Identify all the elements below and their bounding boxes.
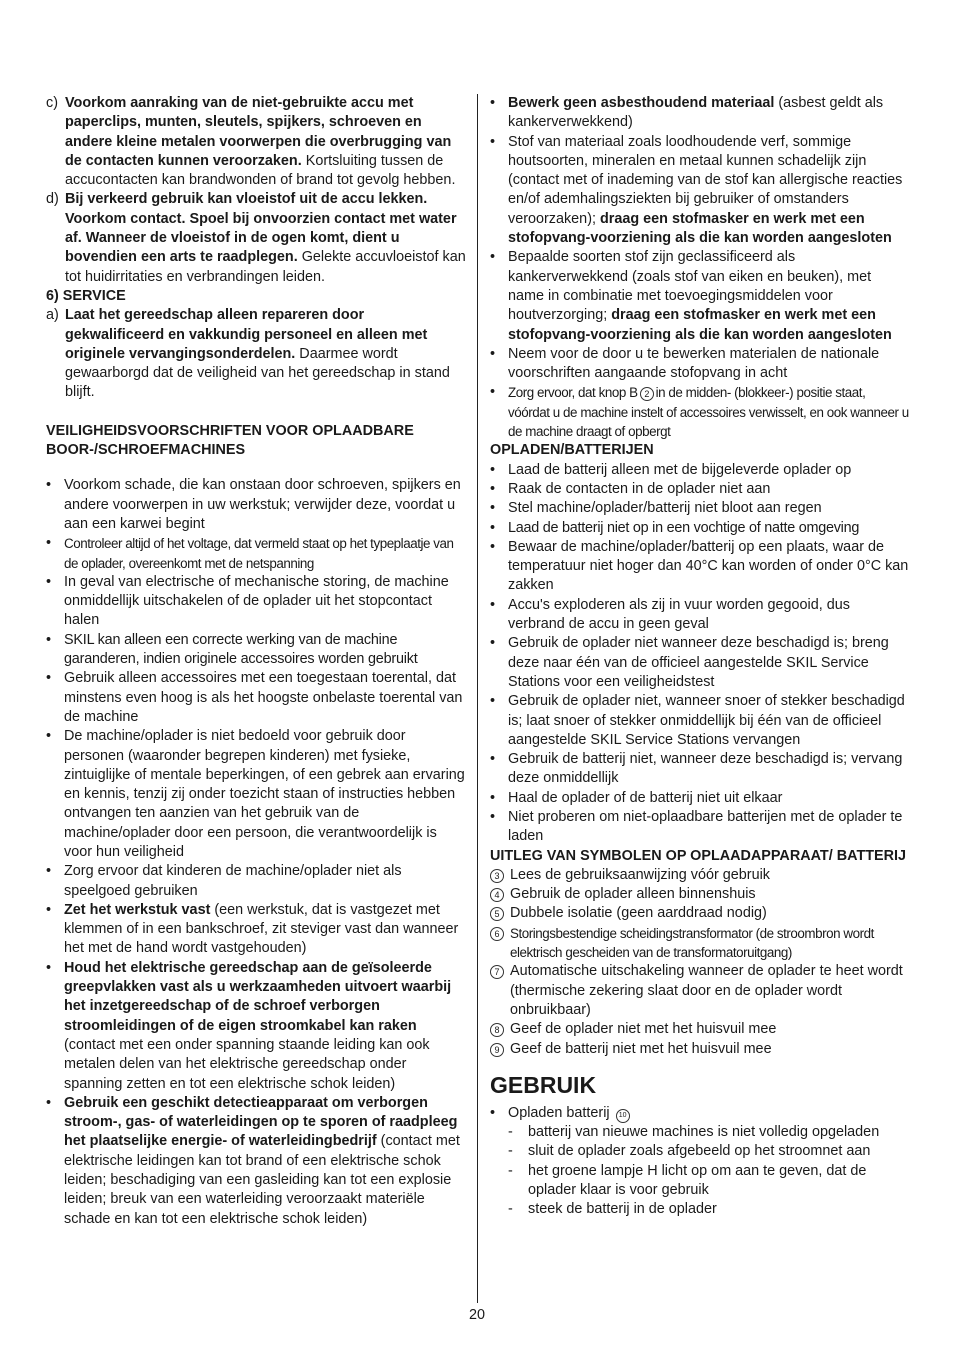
dash-text: het groene lampje H licht op om aan te geven, dat de oplader klaar is voor gebruik	[528, 1162, 867, 1199]
item-marker: a)	[46, 307, 59, 324]
list-item	[46, 631, 466, 670]
list-item	[46, 534, 466, 573]
list-item	[490, 480, 910, 499]
list-item	[46, 862, 466, 901]
list-text: Niet proberen om niet-oplaadbare batterijen met de oplader te laden	[508, 808, 903, 845]
list-text: Haal de oplader of de batterij niet uit elkaar	[508, 789, 783, 806]
bullet: •	[490, 538, 496, 555]
bullet: •	[46, 670, 52, 687]
list-text: Accu's exploderen als zij in vuur worden gegooid, dus verbrand de accu in geen geval	[508, 596, 850, 633]
list-text: Laad de batterij alleen met de bijgeleverde oplader op	[508, 461, 852, 478]
bullet: •	[490, 500, 496, 517]
dash-item	[490, 1162, 910, 1201]
item-marker: c)	[46, 95, 58, 111]
dash-item	[490, 1200, 910, 1219]
symbol-text: Automatische uitschakeling wanneer de oplader te heet wordt (thermische zekering slaat door en de oplader wordt onbruikbaar)	[510, 963, 903, 1018]
symbol-text: Storingsbestendige scheidingstransformator (de stroombron wordt elektrisch gescheiden van de transformatoruitgang)	[510, 925, 874, 961]
list-text: Opladen batterij 10	[508, 1104, 910, 1123]
bullet: •	[490, 693, 496, 710]
symbol-item	[490, 904, 910, 923]
number-6-icon: 6	[490, 927, 504, 941]
list-text: Gebruik de oplader niet wanneer deze beschadigd is; breng deze naar één van de officieel aangestelde SKIL Service Stations voor een veiligheidstest	[508, 635, 889, 690]
safety-heading: VEILIGHEIDSVOORSCHRIFTEN VOOR OPLAADBARE BOOR-/SCHROEFMACHINES	[46, 422, 414, 459]
list-text: Stel machine/oplader/batterij niet bloot aan regen	[508, 500, 822, 517]
number-7-icon: 7	[490, 965, 504, 979]
list-text: Zorg ervoor, dat knop B 2 in de midden- (blokkeer-) positie staat, vóórdat u de machine instelt of accessoires verwisselt, en ook wanneer u de machine draagt of opbergt	[508, 385, 909, 440]
dash: -	[508, 1162, 513, 1179]
number-10-icon: 10	[616, 1109, 630, 1123]
bullet: •	[46, 1094, 52, 1111]
page-number: 20	[468, 1307, 485, 1323]
list-text: Bewaar de machine/oplader/batterij op een plaats, waar de temperatuur niet hoger dan 40°C kan worden of onder 0°C kan zakken	[508, 538, 909, 594]
dash-text: batterij van nieuwe machines is niet volledig opgeladen	[528, 1124, 880, 1141]
symbol-item	[490, 1020, 910, 1039]
bullet: •	[490, 249, 496, 266]
list-text: Bewerk geen asbesthoudend materiaal (asbest geldt als kankerverwekkend)	[508, 95, 884, 131]
list-text: Zorg ervoor dat kinderen de machine/oplader niet als speelgoed gebruiken	[64, 863, 402, 899]
list-text: Raak de contacten in de oplader niet aan	[508, 480, 771, 497]
dash-item	[490, 1142, 910, 1161]
charging-heading: OPLADEN/BATTERIJEN	[490, 442, 654, 459]
list-item	[490, 499, 910, 518]
list-item	[490, 94, 910, 133]
list-item	[490, 345, 910, 384]
list-item	[46, 669, 466, 727]
number-9-icon: 9	[490, 1043, 504, 1057]
list-text: Gebruik de oplader niet, wanneer snoer of stekker beschadigd is; laat snoer of stekker onmiddellijk bij één van de officieel aangestelde SKIL Service Stations vervangen	[508, 693, 905, 748]
dash: -	[508, 1143, 513, 1160]
symbol-item	[490, 885, 910, 904]
list-text: Houd het elektrische gereedschap aan de geïsoleerde greepvlakken vast als u werkzaamheden uitvoert waarbij het inzetgereedschap of de schroef verborgen stroomleidingen of de eigen stroomkabel kan raken (contact met een onder spanning staande leiding kan ook metalen delen van het elektrische gereedschap onder spanning zetten en tot een elektrische schok leiden)	[64, 959, 452, 1092]
bullet: •	[490, 519, 496, 536]
symbol-text: Geef de batterij niet met het huisvuil mee	[510, 1040, 772, 1057]
list-item	[490, 692, 910, 750]
list-text: Gebruik de batterij niet, wanneer deze beschadigd is; vervang deze onmiddellijk	[508, 751, 903, 787]
list-text: De machine/oplader is niet bedoeld voor gebruik door personen (waaronder begrepen kinderen) met fysieke, zintuiglijke of mentale beperkingen, of een gebrek aan ervaring en kennis, tenzij zij onder toezicht staan of instructies hebben ontvangen ten aanzien van het gebruik van de machine/oplader door een persoon, die verantwoordelijk is voor hun veiligheid	[64, 728, 465, 860]
list-item	[490, 538, 910, 596]
item-a	[46, 306, 466, 402]
number-3-icon: 3	[490, 869, 504, 883]
bullet: •	[46, 573, 52, 590]
list-item	[490, 1104, 910, 1123]
bullet: •	[490, 461, 496, 478]
list-item	[490, 383, 910, 441]
right-column	[490, 94, 910, 1220]
list-item	[490, 461, 910, 480]
bullet: •	[46, 477, 52, 494]
list-item	[490, 248, 910, 344]
list-item	[46, 476, 466, 534]
list-text: SKIL kan alleen een correcte werking van de machine garanderen, indien originele accessoires worden gebruikt	[64, 631, 418, 668]
list-item	[46, 901, 466, 959]
number-5-icon: 5	[490, 907, 504, 921]
number-8-icon: 8	[490, 1023, 504, 1037]
dash-item	[490, 1123, 910, 1142]
list-item	[490, 596, 910, 635]
bullet: •	[490, 635, 496, 652]
number-2-icon: 2	[640, 387, 654, 401]
symbols-heading: UITLEG VAN SYMBOLEN OP OPLAADAPPARAAT/ BATTERIJ	[490, 847, 907, 864]
bullet: •	[490, 1104, 496, 1121]
left-column	[46, 94, 466, 1229]
dash-text: sluit de oplader zoals afgebeeld op het stroomnet aan	[528, 1143, 871, 1160]
list-text: Controleer altijd of het voltage, dat vermeld staat op het typeplaatje van de oplader, overeenkomt met de netspanning	[64, 536, 454, 571]
number-4-icon: 4	[490, 888, 504, 902]
column-divider	[477, 94, 478, 1303]
dash: -	[508, 1201, 513, 1218]
bullet: •	[490, 808, 496, 825]
service-heading: 6) SERVICE	[46, 287, 126, 304]
symbol-text: Lees de gebruiksaanwijzing vóór gebruik	[510, 866, 770, 883]
bullet: •	[490, 384, 496, 401]
list-item	[490, 808, 910, 847]
list-text: Bepaalde soorten stof zijn geclassificeerd als kankerverwekkend (zoals stof van eiken en beuken), met name in combinatie met toevoegingsmiddelen voor houtverzorging; draag een stofmasker en werk met een stofopvang-voorziening als die kan worden aangesloten	[508, 249, 892, 343]
bullet: •	[46, 863, 52, 880]
use-heading: GEBRUIK	[490, 1071, 597, 1098]
bullet: •	[46, 535, 52, 552]
symbol-text: Gebruik de oplader alleen binnenshuis	[510, 886, 756, 903]
symbol-item	[490, 924, 910, 963]
bullet: •	[490, 789, 496, 806]
symbol-text: Geef de oplader niet met het huisvuil mee	[510, 1021, 777, 1038]
bullet: •	[490, 480, 496, 497]
bullet: •	[46, 901, 52, 918]
item-marker: d)	[46, 191, 59, 208]
list-text: In geval van electrische of mechanische storing, de machine onmiddellijk uitschakelen of de oplader uit het stopcontact halen	[64, 573, 449, 629]
bullet: •	[490, 596, 496, 613]
list-item	[490, 634, 910, 692]
list-text: Voorkom schade, die kan onstaan door schroeven, spijkers en andere voorwerpen in uw werkstuk; verwijder deze, voordat u aan een karwei begint	[64, 477, 461, 532]
bullet: •	[490, 95, 496, 111]
bullet: •	[490, 751, 496, 768]
list-item	[46, 727, 466, 862]
list-item	[46, 959, 466, 1094]
list-text: Laad de batterij niet op in een vochtige of natte omgeving	[508, 519, 860, 536]
list-item	[490, 789, 910, 808]
symbol-text: Dubbele isolatie (geen aarddraad nodig)	[510, 905, 767, 922]
dash-text: steek de batterij in de oplader	[528, 1201, 717, 1218]
bullet: •	[46, 728, 52, 745]
list-item	[490, 133, 910, 249]
list-item	[490, 750, 910, 789]
list-text: Gebruik een geschikt detectieapparaat om verborgen stroom-, gas- of waterleidingen op te sporen of raadpleeg het plaatselijke energie- of waterleidingbedrijf (contact met elektrische leidingen kan tot brand of een elektrische schok leiden; beschadiging van een gasleiding kan tot een explosie leiden; breuk van een waterleiding veroorzaakt materiële schade en kan tot een elektrische schok leiden)	[64, 1094, 460, 1227]
list-text: Neem voor de door u te bewerken materialen de nationale voorschriften aangaande stofopvang in acht	[508, 345, 880, 382]
item-c	[46, 94, 466, 190]
symbol-item	[490, 1040, 910, 1059]
bullet: •	[46, 959, 52, 976]
list-item	[490, 519, 910, 538]
bullet: •	[490, 345, 496, 362]
item-text: Bij verkeerd gebruik kan vloeistof uit de accu lekken. Voorkom contact. Spoel bij onvoorzien contact met water af. Wanneer de vloeistof in de ogen komt, dient u bovendien een arts te raadplegen. Gelekte accuvloeistof kan tot huidirritaties en verbrandingen leiden.	[65, 191, 466, 285]
item-text: Voorkom aanraking van de niet-gebruikte accu met paperclips, munten, sleutels, spijkers, schroeven en andere kleine metalen voorwerpen die overbrugging van de contacten kunnen veroorzaken. Kortsluiting tussen de accucontacten kan brandwonden of brand tot gevolg hebben.	[65, 95, 456, 189]
dash: -	[508, 1124, 513, 1141]
list-text: Gebruik alleen accessoires met een toegestaan toerental, dat minstens even hoog is als het hoogste onbelaste toerental van de machine	[64, 670, 463, 725]
item-d	[46, 190, 466, 286]
list-item	[46, 1094, 466, 1229]
bullet: •	[490, 133, 496, 150]
symbol-item	[490, 962, 910, 1020]
item-text: Laat het gereedschap alleen repareren door gekwalificeerd en vakkundig personeel en alleen met originele vervangingsonderdelen. Daarmee wordt gewaarborgd dat de veiligheid van het gereedschap in stand blijft.	[65, 307, 450, 401]
list-text: Zet het werkstuk vast (een werkstuk, dat is vastgezet met klemmen of in een bankschroef, zit steviger vast dan wanneer het met de hand wordt vastgehouden)	[64, 901, 459, 957]
bullet: •	[46, 631, 52, 648]
list-text: Stof van materiaal zoals loodhoudende verf, sommige houtsoorten, mineralen en metaal kunnen schadelijk zijn (contact met of inademing van de stof kan allergische reacties en/of ademhalingsziekten bij gebruiker of omstanders veroorzaken); draag een stofmasker en werk met een stofopvang-voorziening als die kan worden aangesloten	[508, 133, 903, 247]
list-item	[46, 573, 466, 631]
symbol-item	[490, 866, 910, 885]
